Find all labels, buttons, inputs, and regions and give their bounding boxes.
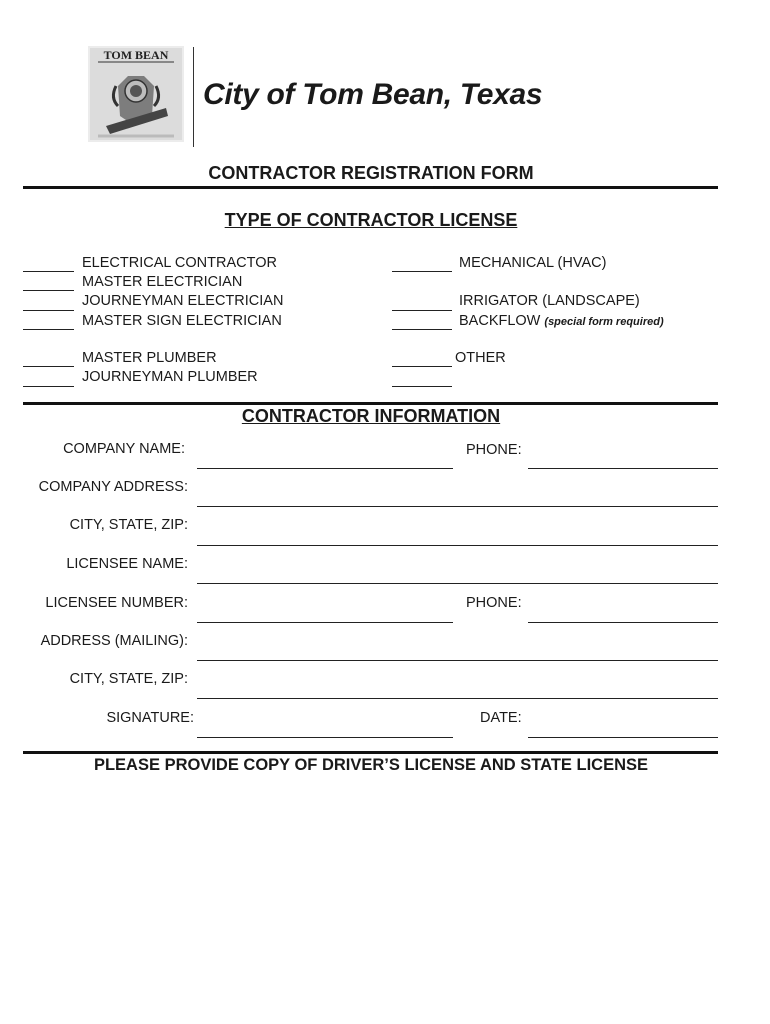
license-section-rule <box>23 402 718 405</box>
license-option-journeyman-electrician: JOURNEYMAN ELECTRICIAN <box>82 293 284 309</box>
license-checkbox-master-sign-electrician[interactable] <box>23 329 74 330</box>
licensee-name-label: LICENSEE NAME: <box>66 556 188 572</box>
license-option-master-sign-electrician: MASTER SIGN ELECTRICIAN <box>82 313 282 329</box>
city-state-zip-field-2[interactable] <box>197 698 718 699</box>
city-state-zip-label-1: CITY, STATE, ZIP: <box>69 517 188 533</box>
city-title: City of Tom Bean, Texas <box>203 78 543 111</box>
city-state-zip-field-1[interactable] <box>197 545 718 546</box>
mailing-address-label: ADDRESS (MAILING): <box>40 633 188 649</box>
phone-field-1[interactable] <box>528 468 718 469</box>
license-checkbox-master-electrician[interactable] <box>23 290 74 291</box>
license-option-backflow <box>459 313 664 329</box>
phone-field-2[interactable] <box>528 622 718 623</box>
info-section-title: CONTRACTOR INFORMATION <box>241 406 501 426</box>
signature-field[interactable] <box>197 737 453 738</box>
license-checkbox-other[interactable] <box>392 366 452 367</box>
title-rule <box>23 186 718 189</box>
license-option-master-plumber: MASTER PLUMBER <box>82 350 217 366</box>
license-other-specify-line[interactable] <box>392 386 452 387</box>
footer-note: PLEASE PROVIDE COPY OF DRIVER’S LICENSE AND STATE LICENSE <box>93 756 649 774</box>
license-option-master-electrician: MASTER ELECTRICIAN <box>82 274 243 290</box>
date-field[interactable] <box>528 737 718 738</box>
company-name-label: COMPANY NAME: <box>63 441 185 457</box>
city-seal-logo <box>88 46 184 142</box>
phone-label-2: PHONE: <box>466 595 522 611</box>
licensee-number-field[interactable] <box>197 622 453 623</box>
company-address-field[interactable] <box>197 506 718 507</box>
license-checkbox-backflow[interactable] <box>392 329 452 330</box>
info-section-rule <box>23 751 718 754</box>
license-checkbox-master-plumber[interactable] <box>23 366 74 367</box>
phone-label-1: PHONE: <box>466 442 522 458</box>
license-checkbox-mechanical[interactable] <box>392 271 452 272</box>
company-name-field[interactable] <box>197 468 453 469</box>
license-option-mechanical: MECHANICAL (HVAC) <box>459 255 607 271</box>
license-section-title: TYPE OF CONTRACTOR LICENSE <box>224 210 518 230</box>
form-title: CONTRACTOR REGISTRATION FORM <box>208 163 534 183</box>
license-checkbox-journeyman-electrician[interactable] <box>23 310 74 311</box>
city-state-zip-label-2: CITY, STATE, ZIP: <box>69 671 188 687</box>
signature-label: SIGNATURE: <box>106 710 194 726</box>
backflow-label: BACKFLOW <box>459 313 541 329</box>
license-option-journeyman-plumber: JOURNEYMAN PLUMBER <box>82 369 258 385</box>
licensee-name-field[interactable] <box>197 583 718 584</box>
logo-text: TOM BEAN <box>103 48 169 62</box>
licensee-number-label: LICENSEE NUMBER: <box>45 595 188 611</box>
license-option-other: OTHER <box>455 350 506 366</box>
company-address-label: COMPANY ADDRESS: <box>38 479 188 495</box>
backflow-note: (special form required) <box>544 316 664 328</box>
license-checkbox-electrical-contractor[interactable] <box>23 271 74 272</box>
mailing-address-field[interactable] <box>197 660 718 661</box>
license-checkbox-irrigator[interactable] <box>392 310 452 311</box>
date-label: DATE: <box>480 710 522 726</box>
header-divider <box>193 47 194 147</box>
license-option-irrigator: IRRIGATOR (LANDSCAPE) <box>459 293 640 309</box>
license-option-electrical-contractor: ELECTRICAL CONTRACTOR <box>82 255 277 271</box>
license-checkbox-journeyman-plumber[interactable] <box>23 386 74 387</box>
